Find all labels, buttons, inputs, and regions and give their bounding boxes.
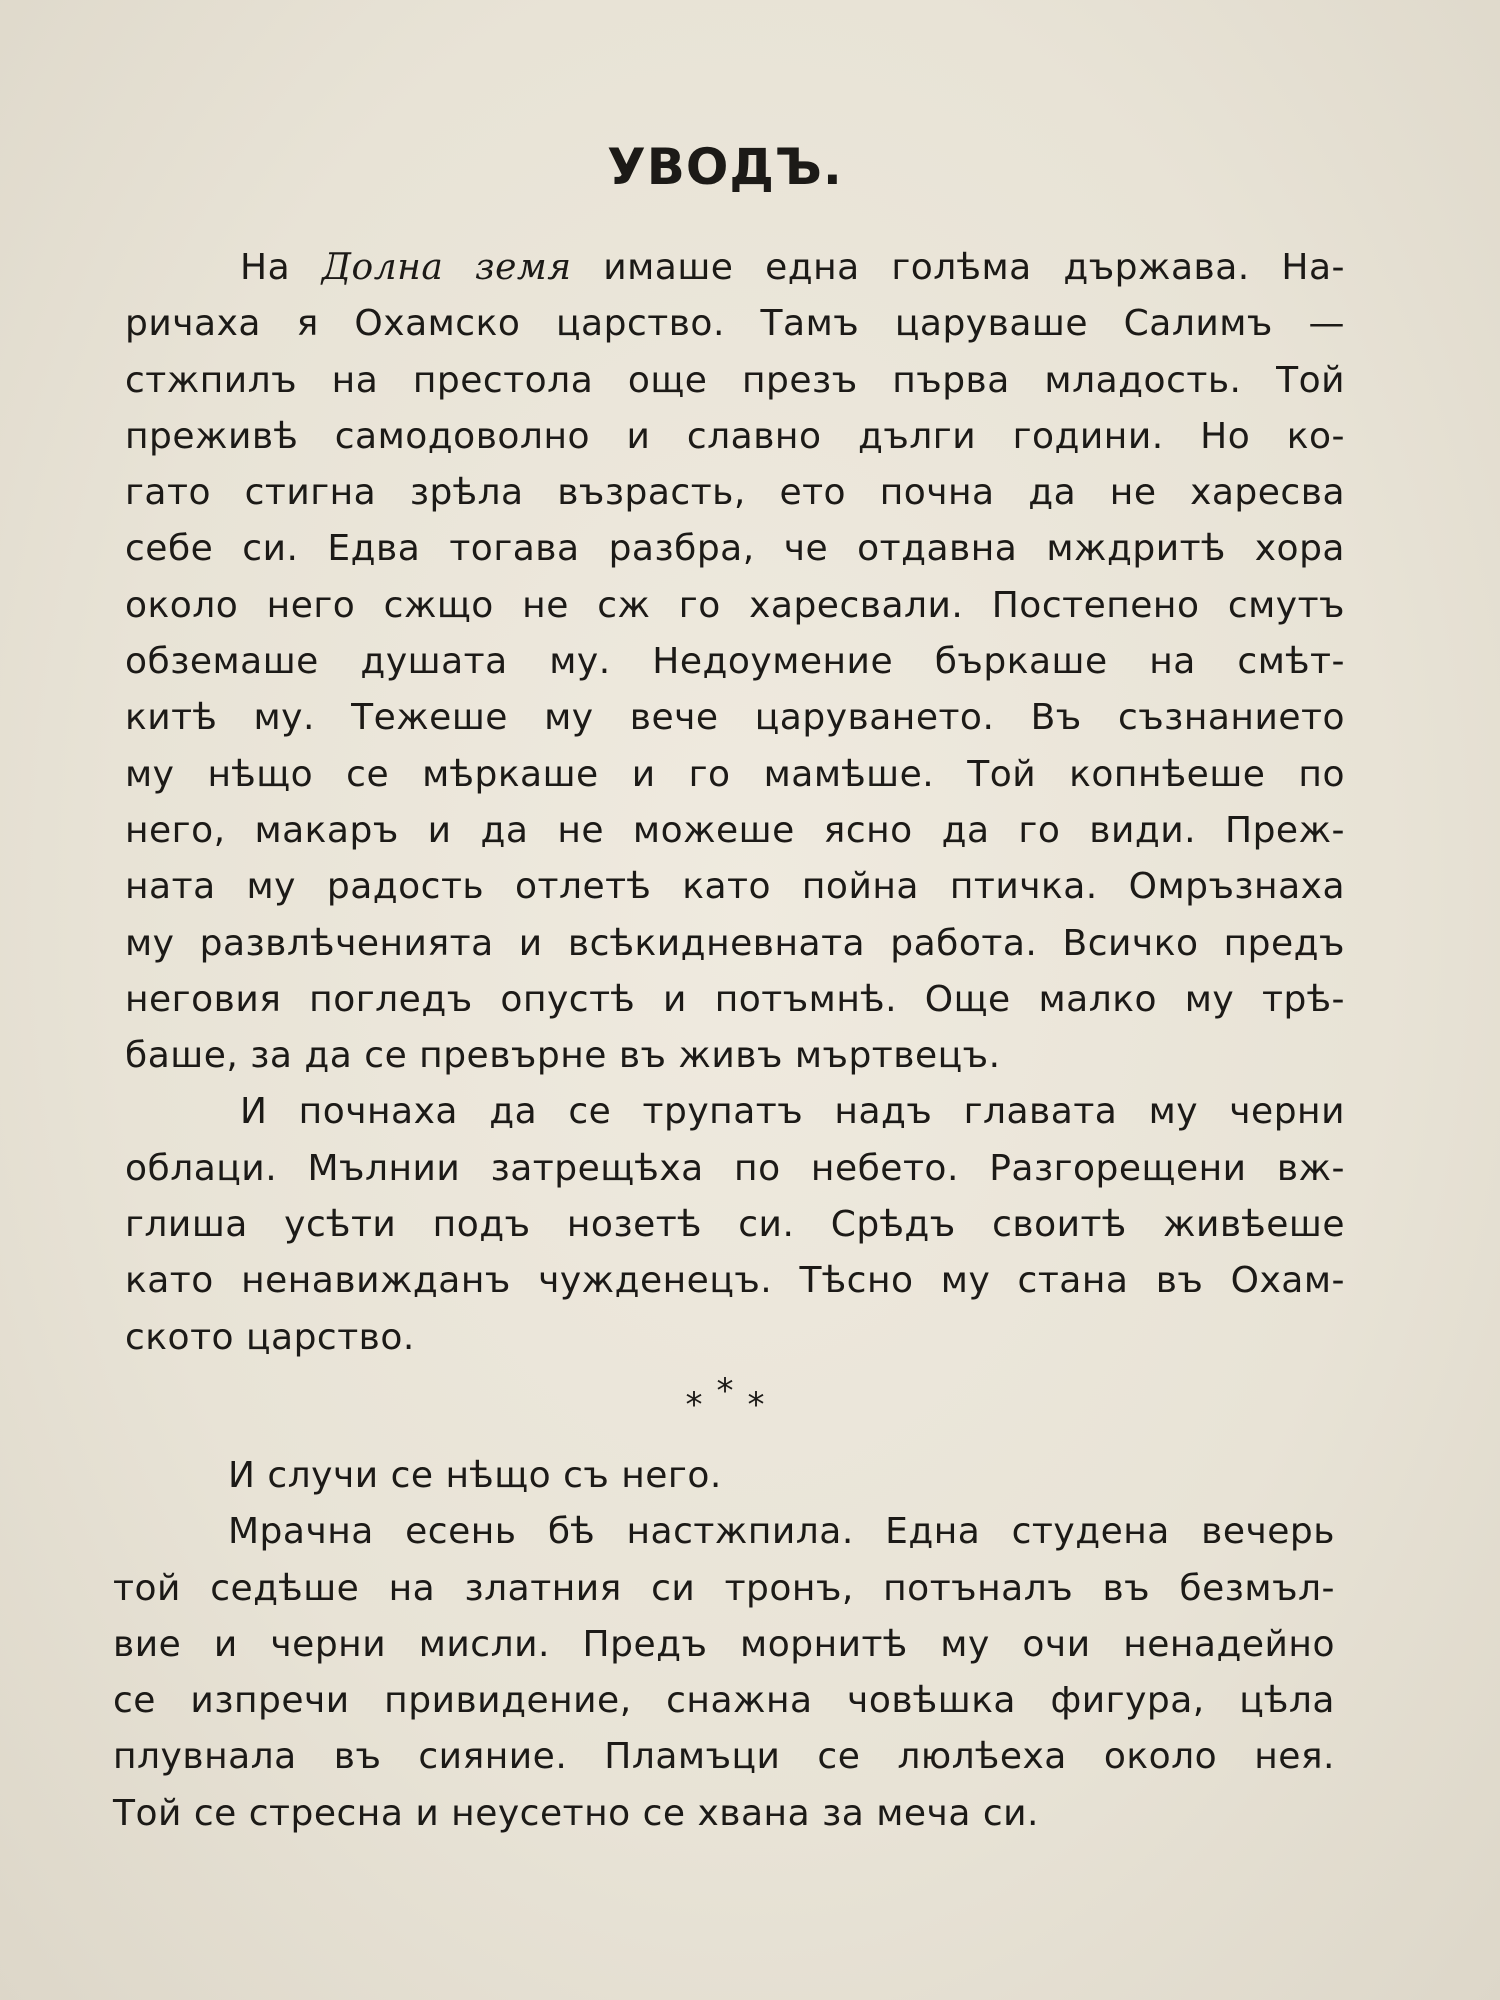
paragraph1-line-14: неговия погледъ опустѣ и потъмнѣ. Още малко му трѣ- (125, 978, 1345, 1020)
paragraph4-line-1: Мрачна есень бѣ настжпила. Една студена вечерь (228, 1511, 1335, 1553)
paragraph1-line-15: баше, за да се превърне въ живъ мъртвецъ. (125, 1035, 1001, 1077)
paragraph3-line-1: И случи се нѣщо съ него. (228, 1455, 722, 1496)
paragraph4-line-5: плувнала въ сияние. Пламъци се люлѣеха около нея. (113, 1736, 1335, 1778)
paragraph1-line-11: него, макаръ и да не можеше ясно да го види. Преж- (125, 809, 1345, 851)
paragraph1-line-9: китѣ му. Тежеше му вече царуването. Въ съзнанието (125, 697, 1345, 739)
paragraph1-line-1-post: имаше една голѣма държава. На- (571, 247, 1346, 288)
paragraph2-line-4: като ненавижданъ чужденецъ. Тѣсно му стана въ Охам- (125, 1260, 1345, 1302)
paragraph1-italic-place: Долна земя (321, 247, 572, 288)
paragraph1-line-4: преживѣ самодоволно и славно дълги години. Но ко- (125, 415, 1345, 457)
paragraph1-line-5: гато стигна зрѣла възрасть, ето почна да не харесва (125, 472, 1345, 514)
separator-star-1: * (685, 1385, 703, 1425)
separator-star-2: * (716, 1371, 734, 1411)
paragraph4-line-4: се изпречи привидение, снажна човѣшка фигура, цѣла (113, 1680, 1335, 1722)
paragraph1-line-8: обземаше душата му. Недоумение бъркаше на смѣт- (125, 641, 1345, 683)
paragraph1-line-6: себе си. Едва тогава разбра, че отдавна мждритѣ хора (125, 528, 1345, 570)
paragraph1-line-13: му развлѣченията и всѣкидневната работа. Всичко предъ (125, 922, 1345, 964)
paragraph1-line-1-pre: На (240, 247, 322, 288)
text-block-upper (125, 240, 1345, 1366)
section-separator (0, 1371, 1450, 1425)
paragraph4-line-2: той седѣше на златния си тронъ, потъналъ въ безмъл- (113, 1567, 1335, 1609)
paragraph2-line-5: ското царство. (125, 1316, 415, 1358)
text-block-lower (113, 1448, 1335, 1842)
paragraph1-line-3: стжпилъ на престола още презъ първа младость. Той (125, 359, 1345, 401)
paragraph4-line-3: вие и черни мисли. Предъ морнитѣ му очи ненадейно (113, 1623, 1335, 1665)
separator-star-3: * (747, 1385, 765, 1425)
paragraph1-line-7: около него сжщо не сж го харесвали. Постепено смутъ (125, 584, 1345, 626)
paragraph1-line-12: ната му радость отлетѣ като пойна птичка. Омръзнаха (125, 866, 1345, 908)
paragraph2-line-2: облаци. Мълнии затрещѣха по небето. Разгорещени вж- (125, 1147, 1345, 1189)
paragraph2-line-3: глиша усѣти подъ нозетѣ си. Срѣдъ своитѣ живѣеше (125, 1204, 1345, 1246)
paragraph4-line-6: Той се стресна и неусетно се хвана за меча си. (113, 1792, 1039, 1834)
paragraph1-line-1 (125, 240, 1345, 296)
chapter-heading: УВОДЪ. (607, 138, 843, 196)
paragraph2-line-1: И почнаха да се трупатъ надъ главата му черни (240, 1091, 1345, 1133)
paragraph1-line-10: му нѣщо се мѣркаше и го мамѣше. Той копнѣеше по (125, 753, 1345, 795)
paragraph1-line-2: ричаха я Охамско царство. Тамъ царуваше Салимъ — (125, 303, 1345, 345)
